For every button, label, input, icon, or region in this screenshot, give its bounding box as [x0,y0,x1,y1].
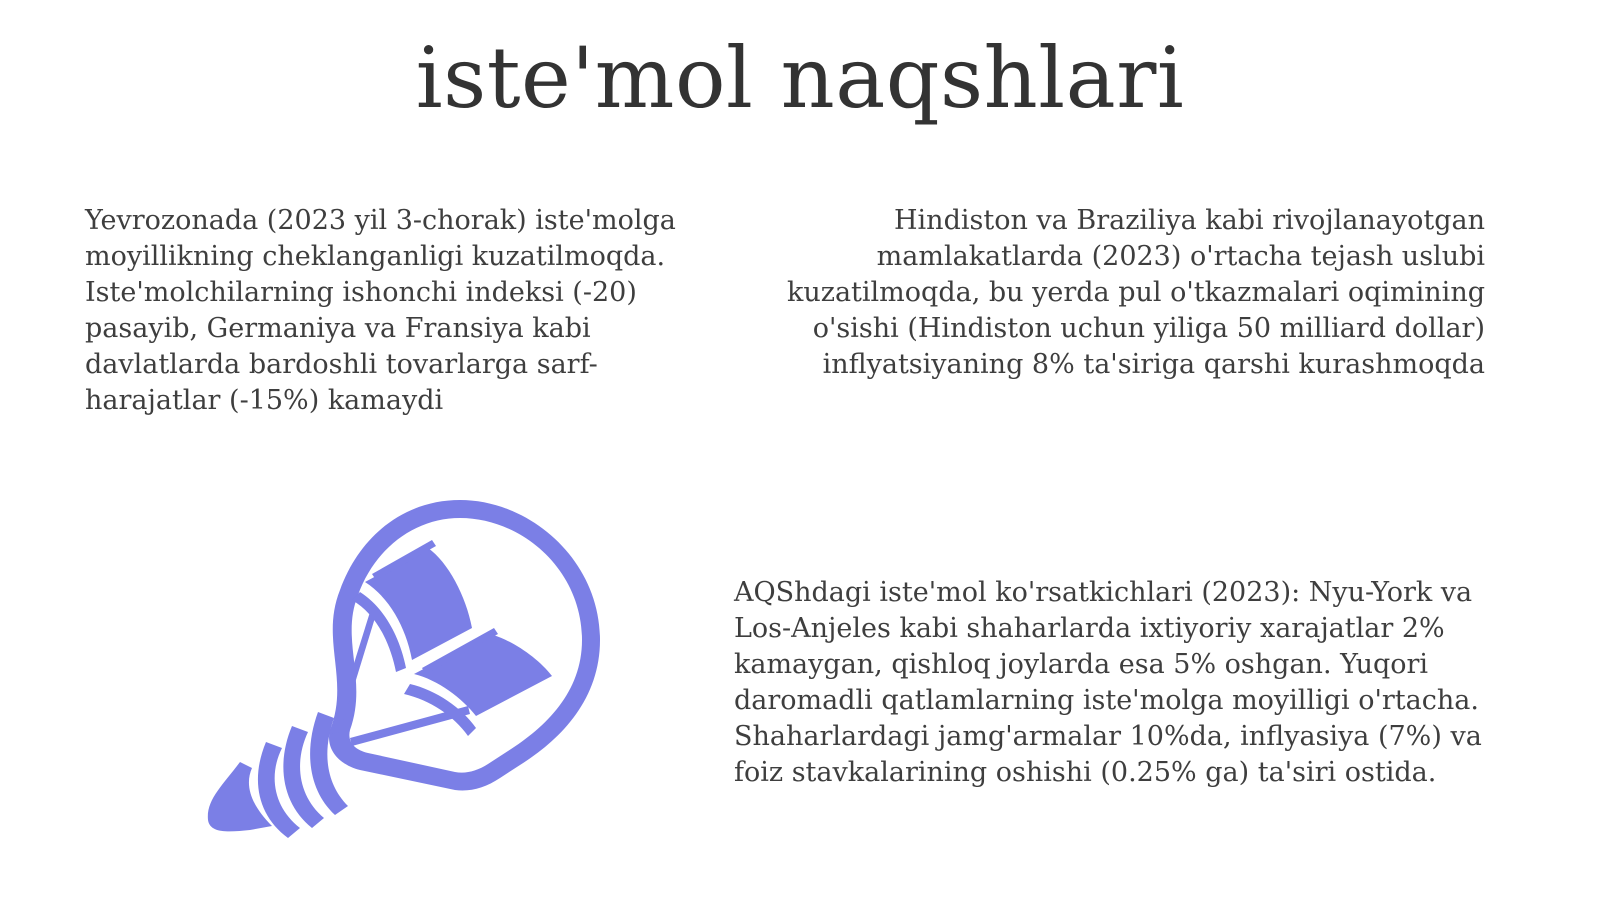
developing-countries-paragraph: Hindiston va Braziliya kabi rivojlanayotgan mamlakatlarda (2023) o'rtacha tejash uslubi kuzatilmoqda, bu yerda pul o'tkazmalari oqimining o'sishi (Hindiston uchun yiliga 50 milliard dollar) inflyatsiyaning 8% ta'siriga qarshi kurashmoqda [786,205,1485,380]
usa-paragraph: AQShdagi iste'mol ko'rsatkichlari (2023): Nyu-York va Los-Anjeles kabi shaharlarda ixtiyoriy xarajatlar 2% kamaygan, qishloq joylarda esa 5% oshgan. Yuqori daromadli qatlamlarning iste'molga moyilligi o'rtacha. Shaharlardagi jamg'armalar 10%da, inflyasiya (7%) va foiz stavkalarining oshishi (0.25% ga) ta'siri ostida. [734,577,1482,788]
eurozone-paragraph: Yevrozonada (2023 yil 3-chorak) iste'molga moyillikning cheklanganligi kuzatilmoqda. Iste'molchilarning ishonchi indeksi (-20) pasayib, Germaniya va Fransiya kabi davlatlarda bardoshli tovarlarga sarf-harajatlar (-15%) kamaydi [85,205,676,416]
slide-title: iste'mol naqshlari [415,29,1185,127]
lightbulb-book-icon [200,500,620,860]
